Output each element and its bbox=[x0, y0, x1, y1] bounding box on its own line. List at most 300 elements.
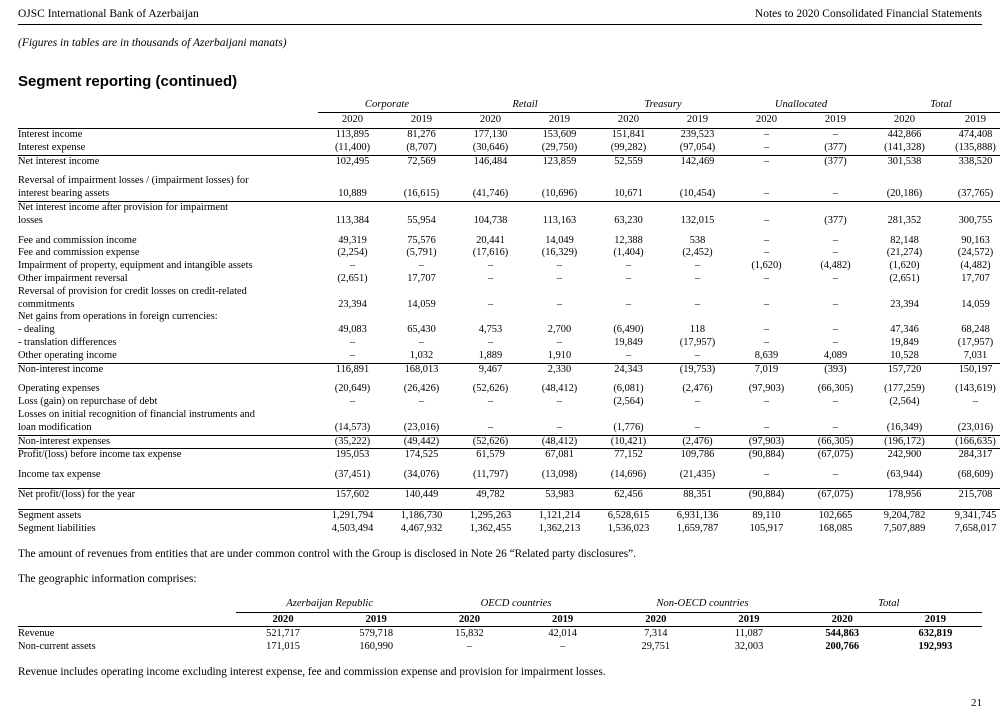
row-value: 301,538 bbox=[870, 155, 939, 168]
row-value: 77,152 bbox=[594, 449, 663, 462]
row-value: – bbox=[556, 421, 563, 433]
row-value: 62,456 bbox=[594, 489, 663, 502]
row-value bbox=[387, 311, 456, 324]
row-value bbox=[732, 202, 801, 215]
row-value: – bbox=[694, 421, 701, 433]
row-value bbox=[318, 311, 387, 324]
row-value: 23,394 bbox=[890, 298, 919, 310]
row-value bbox=[801, 311, 870, 324]
row-value: 49,083 bbox=[338, 324, 367, 336]
row-value: (377) bbox=[824, 214, 847, 226]
row-value: 49,782 bbox=[456, 489, 525, 502]
row-value: (1,404) bbox=[613, 247, 644, 259]
row-value: (97,903) bbox=[748, 383, 785, 395]
row-value: 168,013 bbox=[387, 363, 456, 376]
row-value: – bbox=[418, 336, 425, 348]
row-value: (30,646) bbox=[472, 141, 509, 153]
row-value: 6,931,136 bbox=[663, 509, 732, 522]
row-value: (1,776) bbox=[613, 421, 644, 433]
row-value: (11,797) bbox=[472, 469, 509, 481]
row-value: 1,186,730 bbox=[387, 509, 456, 522]
row-label: Non-current assets bbox=[18, 640, 96, 652]
row-value: (66,305) bbox=[801, 435, 870, 449]
row-value bbox=[525, 202, 594, 215]
row-value bbox=[387, 202, 456, 215]
row-value: 12,388 bbox=[614, 234, 643, 246]
row-value: 2,700 bbox=[547, 324, 572, 336]
row-value: (26,426) bbox=[403, 383, 440, 395]
row-value bbox=[732, 409, 801, 422]
segment-table-body bbox=[18, 129, 1000, 536]
row-value bbox=[663, 175, 732, 188]
row-value: 53,983 bbox=[525, 489, 594, 502]
row-value: 109,786 bbox=[663, 449, 732, 462]
row-value: 200,766 bbox=[825, 640, 860, 652]
row-value: – bbox=[763, 324, 770, 336]
row-value: – bbox=[487, 336, 494, 348]
row-value: 63,230 bbox=[614, 214, 643, 226]
page-title: Segment reporting (continued) bbox=[18, 73, 238, 90]
row-value: 4,467,932 bbox=[400, 522, 443, 534]
row-label: Revenue bbox=[18, 627, 55, 639]
row-value: (24,572) bbox=[957, 247, 994, 259]
row-label: Interest expense bbox=[18, 141, 86, 153]
row-value: 123,859 bbox=[525, 155, 594, 168]
segment-group-header-row bbox=[18, 98, 1000, 113]
row-value: – bbox=[832, 421, 839, 433]
row-label: Fee and commission income bbox=[18, 234, 137, 246]
table-row bbox=[18, 337, 1000, 350]
row-value: 7,314 bbox=[644, 627, 668, 639]
row-value: 174,525 bbox=[387, 449, 456, 462]
geo-table-head bbox=[18, 597, 982, 626]
row-value: 7,019 bbox=[732, 363, 801, 376]
row-value bbox=[456, 286, 525, 299]
row-value bbox=[456, 202, 525, 215]
row-value: 151,841 bbox=[611, 129, 646, 141]
row-value: 544,863 bbox=[825, 627, 860, 639]
row-value: 171,015 bbox=[266, 640, 300, 652]
geo-year-oecd-2020: 2020 bbox=[423, 613, 516, 627]
row-value: – bbox=[832, 247, 839, 259]
row-value: 4,089 bbox=[823, 349, 848, 361]
row-value: – bbox=[832, 234, 839, 246]
row-value: 15,832 bbox=[455, 627, 484, 639]
row-value: (141,328) bbox=[884, 141, 925, 153]
row-value: 19,849 bbox=[890, 336, 919, 348]
row-value bbox=[870, 409, 939, 422]
row-value: 14,059 bbox=[407, 298, 436, 310]
row-value bbox=[525, 175, 594, 188]
row-label: - translation differences bbox=[18, 336, 117, 348]
row-value: 300,755 bbox=[958, 214, 993, 226]
year-header-treasury-2020: 2020 bbox=[594, 113, 663, 129]
year-header-unallocated-2019: 2019 bbox=[801, 113, 870, 129]
row-value: (2,452) bbox=[682, 247, 713, 259]
row-value: 102,495 bbox=[318, 155, 387, 168]
row-value: (67,075) bbox=[801, 449, 870, 462]
geo-year-header-row bbox=[18, 613, 982, 627]
row-value: 9,467 bbox=[456, 363, 525, 376]
row-value: (66,305) bbox=[817, 383, 854, 395]
row-value: – bbox=[763, 273, 770, 284]
table-row bbox=[18, 273, 1000, 286]
row-value: – bbox=[763, 188, 770, 200]
row-value: (49,442) bbox=[387, 435, 456, 449]
row-value: 61,579 bbox=[456, 449, 525, 462]
row-label: Net gains from operations in foreign currencies: bbox=[18, 311, 218, 323]
row-value: – bbox=[487, 421, 494, 433]
row-value: 142,469 bbox=[663, 155, 732, 168]
row-value bbox=[939, 311, 1000, 324]
row-value: (16,615) bbox=[403, 188, 440, 200]
year-header-corporate-2020: 2020 bbox=[318, 113, 387, 129]
row-label: loan modification bbox=[18, 421, 92, 433]
table-row bbox=[18, 640, 982, 653]
row-value: (23,016) bbox=[957, 421, 994, 433]
row-value: (11,400) bbox=[334, 141, 371, 153]
row-value: (143,619) bbox=[955, 383, 996, 395]
row-value: 67,081 bbox=[525, 449, 594, 462]
row-label: - dealing bbox=[18, 324, 55, 336]
group-header-unallocated: Unallocated bbox=[732, 98, 870, 113]
row-value: 113,384 bbox=[335, 214, 370, 226]
row-value bbox=[801, 175, 870, 188]
table-row bbox=[18, 350, 1000, 363]
row-value: (29,750) bbox=[541, 141, 578, 153]
row-value: 1,889 bbox=[478, 349, 503, 361]
row-label: Loss (gain) on repurchase of debt bbox=[18, 396, 158, 408]
row-value: (37,765) bbox=[957, 188, 994, 200]
row-value: (23,016) bbox=[403, 421, 440, 433]
row-value: – bbox=[832, 129, 839, 141]
row-value: 113,895 bbox=[335, 129, 370, 141]
row-value: – bbox=[349, 260, 356, 272]
row-value: (4,482) bbox=[820, 260, 851, 272]
row-value: – bbox=[763, 247, 770, 259]
row-label: interest bearing assets bbox=[18, 188, 110, 200]
row-value: (21,435) bbox=[679, 469, 716, 481]
row-label: Net interest income after provision for impairment bbox=[18, 202, 318, 215]
row-value: (48,412) bbox=[541, 383, 578, 395]
row-value bbox=[939, 202, 1000, 215]
row-value: – bbox=[763, 336, 770, 348]
row-value bbox=[594, 202, 663, 215]
row-value: – bbox=[556, 273, 563, 284]
table-row bbox=[18, 626, 982, 640]
row-label: Impairment of property, equipment and intangible assets bbox=[18, 260, 253, 272]
row-label: Fee and commission expense bbox=[18, 247, 140, 259]
row-value: – bbox=[832, 273, 839, 284]
row-value: 474,408 bbox=[958, 129, 993, 141]
row-value bbox=[663, 409, 732, 422]
row-value: (17,957) bbox=[957, 336, 994, 348]
row-value: 7,658,017 bbox=[954, 522, 997, 534]
row-value: – bbox=[487, 396, 494, 408]
row-value: – bbox=[625, 349, 632, 361]
row-value bbox=[456, 311, 525, 324]
group-header-geo-total: Total bbox=[796, 597, 982, 612]
row-value: (68,609) bbox=[957, 469, 994, 481]
row-value: – bbox=[349, 349, 356, 361]
group-header-corporate: Corporate bbox=[318, 98, 456, 113]
table-row bbox=[18, 422, 1000, 435]
row-value: 168,085 bbox=[818, 522, 853, 534]
row-value: 1,536,023 bbox=[607, 522, 650, 534]
segment-table-head bbox=[18, 98, 1000, 129]
row-value: (1,620) bbox=[751, 260, 782, 272]
header-left-text: OJSC International Bank of Azerbaijan bbox=[18, 8, 199, 20]
row-value: – bbox=[694, 349, 701, 361]
row-value: 81,276 bbox=[407, 129, 436, 141]
row-value: 32,003 bbox=[734, 640, 764, 652]
row-value: – bbox=[556, 260, 563, 272]
row-value: (52,626) bbox=[456, 435, 525, 449]
row-label: Segment assets bbox=[18, 509, 318, 522]
row-label: Non-interest income bbox=[18, 363, 318, 376]
row-value: – bbox=[763, 396, 770, 408]
row-value: – bbox=[560, 640, 566, 652]
row-value bbox=[732, 311, 801, 324]
row-value: 116,891 bbox=[318, 363, 387, 376]
year-header-treasury-2019: 2019 bbox=[663, 113, 732, 129]
row-value: (17,616) bbox=[472, 247, 509, 259]
row-value: – bbox=[694, 396, 701, 408]
row-label: Non-interest expenses bbox=[18, 435, 318, 449]
row-value bbox=[387, 286, 456, 299]
row-value: (4,482) bbox=[960, 260, 991, 272]
table-row bbox=[18, 409, 1000, 422]
row-value: 442,866 bbox=[887, 129, 922, 141]
geo-group-header-row bbox=[18, 597, 982, 612]
row-value bbox=[594, 286, 663, 299]
geo-year-total-2019: 2019 bbox=[889, 613, 982, 627]
geographic-information-table bbox=[18, 597, 982, 652]
row-value: – bbox=[763, 421, 770, 433]
row-value: 1,362,455 bbox=[469, 522, 512, 534]
row-value: 4,503,494 bbox=[331, 522, 374, 534]
row-value bbox=[594, 311, 663, 324]
row-value: (97,054) bbox=[679, 141, 716, 153]
year-header-total-2020: 2020 bbox=[870, 113, 939, 129]
row-value: 1,032 bbox=[409, 349, 434, 361]
row-value: 4,753 bbox=[478, 324, 503, 336]
row-value: – bbox=[694, 298, 701, 310]
row-value: 7,031 bbox=[963, 349, 988, 361]
row-label: Other impairment reversal bbox=[18, 273, 128, 284]
table-row bbox=[18, 363, 1000, 376]
year-header-retail-2020: 2020 bbox=[456, 113, 525, 129]
row-value: (2,476) bbox=[663, 435, 732, 449]
row-value: (97,903) bbox=[732, 435, 801, 449]
row-value: – bbox=[349, 396, 356, 408]
geo-year-azerbaijan-2020: 2020 bbox=[236, 613, 329, 627]
table-spacer-row bbox=[18, 376, 1000, 383]
row-value: 1,295,263 bbox=[456, 509, 525, 522]
row-label: Net interest income bbox=[18, 155, 318, 168]
header-right-text: Notes to 2020 Consolidated Financial Statements bbox=[754, 8, 982, 20]
row-value bbox=[801, 202, 870, 215]
row-value: – bbox=[625, 260, 632, 272]
group-header-retail: Retail bbox=[456, 98, 594, 113]
table-row bbox=[18, 235, 1000, 248]
row-value: (14,696) bbox=[610, 469, 647, 481]
row-label: Segment liabilities bbox=[18, 522, 96, 534]
row-value bbox=[456, 175, 525, 188]
row-value: (35,222) bbox=[318, 435, 387, 449]
row-value: – bbox=[418, 260, 425, 272]
row-value: – bbox=[832, 469, 839, 481]
figures-units-note: (Figures in tables are in thousands of Azerbaijani manats) bbox=[18, 37, 287, 49]
row-value: (41,746) bbox=[472, 188, 509, 200]
row-value: 132,015 bbox=[680, 214, 715, 226]
row-value: 178,956 bbox=[870, 489, 939, 502]
geo-year-azerbaijan-2019: 2019 bbox=[330, 613, 423, 627]
group-header-total: Total bbox=[870, 98, 1000, 113]
row-value: – bbox=[832, 324, 839, 336]
row-value: 90,163 bbox=[961, 234, 990, 246]
table-spacer-row bbox=[18, 502, 1000, 509]
row-value: (8,707) bbox=[406, 141, 437, 153]
row-value: (377) bbox=[824, 141, 847, 153]
table-spacer-row bbox=[18, 462, 1000, 469]
row-value: – bbox=[763, 214, 770, 226]
row-value: 177,130 bbox=[473, 129, 508, 141]
row-value: (90,884) bbox=[732, 449, 801, 462]
row-value: 1,121,214 bbox=[525, 509, 594, 522]
row-value: (6,490) bbox=[613, 324, 644, 336]
row-value: (37,451) bbox=[334, 469, 371, 481]
row-value bbox=[456, 409, 525, 422]
row-value: 17,707 bbox=[961, 273, 990, 284]
row-value bbox=[663, 202, 732, 215]
row-value: (10,421) bbox=[594, 435, 663, 449]
row-label: Interest income bbox=[18, 129, 83, 141]
table-row bbox=[18, 188, 1000, 201]
row-value: 20,441 bbox=[476, 234, 505, 246]
row-value: 338,520 bbox=[939, 155, 1000, 168]
row-label: Losses on initial recognition of financial instruments and bbox=[18, 408, 255, 420]
row-value: (14,573) bbox=[334, 421, 371, 433]
row-value: 47,346 bbox=[890, 324, 919, 336]
row-value: (20,186) bbox=[886, 188, 923, 200]
row-value: (99,282) bbox=[610, 141, 647, 153]
table-row bbox=[18, 489, 1000, 502]
row-value: – bbox=[832, 336, 839, 348]
row-value: 192,993 bbox=[918, 640, 953, 652]
row-value: – bbox=[556, 336, 563, 348]
table-row bbox=[18, 383, 1000, 396]
row-value: 521,717 bbox=[266, 627, 300, 639]
row-value: 88,351 bbox=[663, 489, 732, 502]
row-value: 7,507,889 bbox=[883, 522, 926, 534]
row-value: 113,163 bbox=[542, 214, 577, 226]
row-value: – bbox=[694, 273, 701, 284]
table-row bbox=[18, 509, 1000, 522]
row-value: 1,659,787 bbox=[676, 522, 719, 534]
row-value: (2,651) bbox=[889, 273, 920, 284]
row-value bbox=[939, 286, 1000, 299]
row-value: (90,884) bbox=[732, 489, 801, 502]
row-value: (52,626) bbox=[472, 383, 509, 395]
row-value bbox=[318, 409, 387, 422]
table-row bbox=[18, 215, 1000, 228]
revenue-definition-note: Revenue includes operating income excluding interest expense, fee and commission expense and provision for impairment losses. bbox=[18, 665, 606, 678]
row-value: 17,707 bbox=[407, 273, 436, 284]
row-value: 10,889 bbox=[338, 188, 367, 200]
row-value: 105,917 bbox=[749, 522, 784, 534]
row-label: Reversal of provision for credit losses on credit-related bbox=[18, 285, 247, 297]
row-value: – bbox=[763, 234, 770, 246]
row-value: 72,569 bbox=[387, 155, 456, 168]
table-spacer-row bbox=[18, 228, 1000, 235]
row-value: 10,528 bbox=[890, 349, 919, 361]
table-spacer-row bbox=[18, 168, 1000, 175]
row-value: 242,900 bbox=[870, 449, 939, 462]
row-label: Operating expenses bbox=[18, 383, 100, 395]
row-value: 49,319 bbox=[338, 234, 367, 246]
row-value: 82,148 bbox=[890, 234, 919, 246]
row-value bbox=[318, 202, 387, 215]
row-value: (63,944) bbox=[886, 469, 923, 481]
year-header-retail-2019: 2019 bbox=[525, 113, 594, 129]
row-value: (6,081) bbox=[613, 383, 644, 395]
row-value bbox=[870, 311, 939, 324]
row-value: 150,197 bbox=[939, 363, 1000, 376]
row-value: – bbox=[349, 336, 356, 348]
row-value: 579,718 bbox=[359, 627, 394, 639]
table-row bbox=[18, 286, 1000, 299]
table-row bbox=[18, 155, 1000, 168]
row-value bbox=[318, 175, 387, 188]
row-value: (16,329) bbox=[541, 247, 578, 259]
row-value: (67,075) bbox=[801, 489, 870, 502]
row-label: Other operating income bbox=[18, 349, 117, 361]
row-value bbox=[594, 175, 663, 188]
row-value: 9,204,782 bbox=[870, 509, 939, 522]
row-value: (177,259) bbox=[884, 383, 925, 395]
row-value: (2,476) bbox=[682, 383, 713, 395]
table-row bbox=[18, 260, 1000, 273]
row-value: 160,990 bbox=[359, 640, 394, 652]
row-value: (16,349) bbox=[886, 421, 923, 433]
running-header bbox=[18, 0, 982, 25]
row-value: 89,110 bbox=[732, 509, 801, 522]
row-value: (21,274) bbox=[886, 247, 923, 259]
row-value: 195,053 bbox=[318, 449, 387, 462]
row-value bbox=[732, 175, 801, 188]
row-value bbox=[387, 175, 456, 188]
group-header-oecd-countries: OECD countries bbox=[423, 597, 609, 612]
group-header-azerbaijan-republic: Azerbaijan Republic bbox=[236, 597, 422, 612]
row-value: – bbox=[487, 260, 494, 272]
row-value bbox=[870, 175, 939, 188]
row-value bbox=[663, 311, 732, 324]
year-header-total-2019: 2019 bbox=[939, 113, 1000, 129]
table-row bbox=[18, 435, 1000, 449]
row-value bbox=[939, 175, 1000, 188]
row-value: – bbox=[466, 640, 473, 652]
table-row bbox=[18, 247, 1000, 260]
row-value: 68,248 bbox=[961, 324, 990, 336]
row-value: – bbox=[487, 273, 494, 284]
table-row bbox=[18, 324, 1000, 337]
row-value: 284,317 bbox=[939, 449, 1000, 462]
row-value: (377) bbox=[801, 155, 870, 168]
row-value: 1,291,794 bbox=[318, 509, 387, 522]
table-row bbox=[18, 142, 1000, 155]
row-value: (196,172) bbox=[870, 435, 939, 449]
